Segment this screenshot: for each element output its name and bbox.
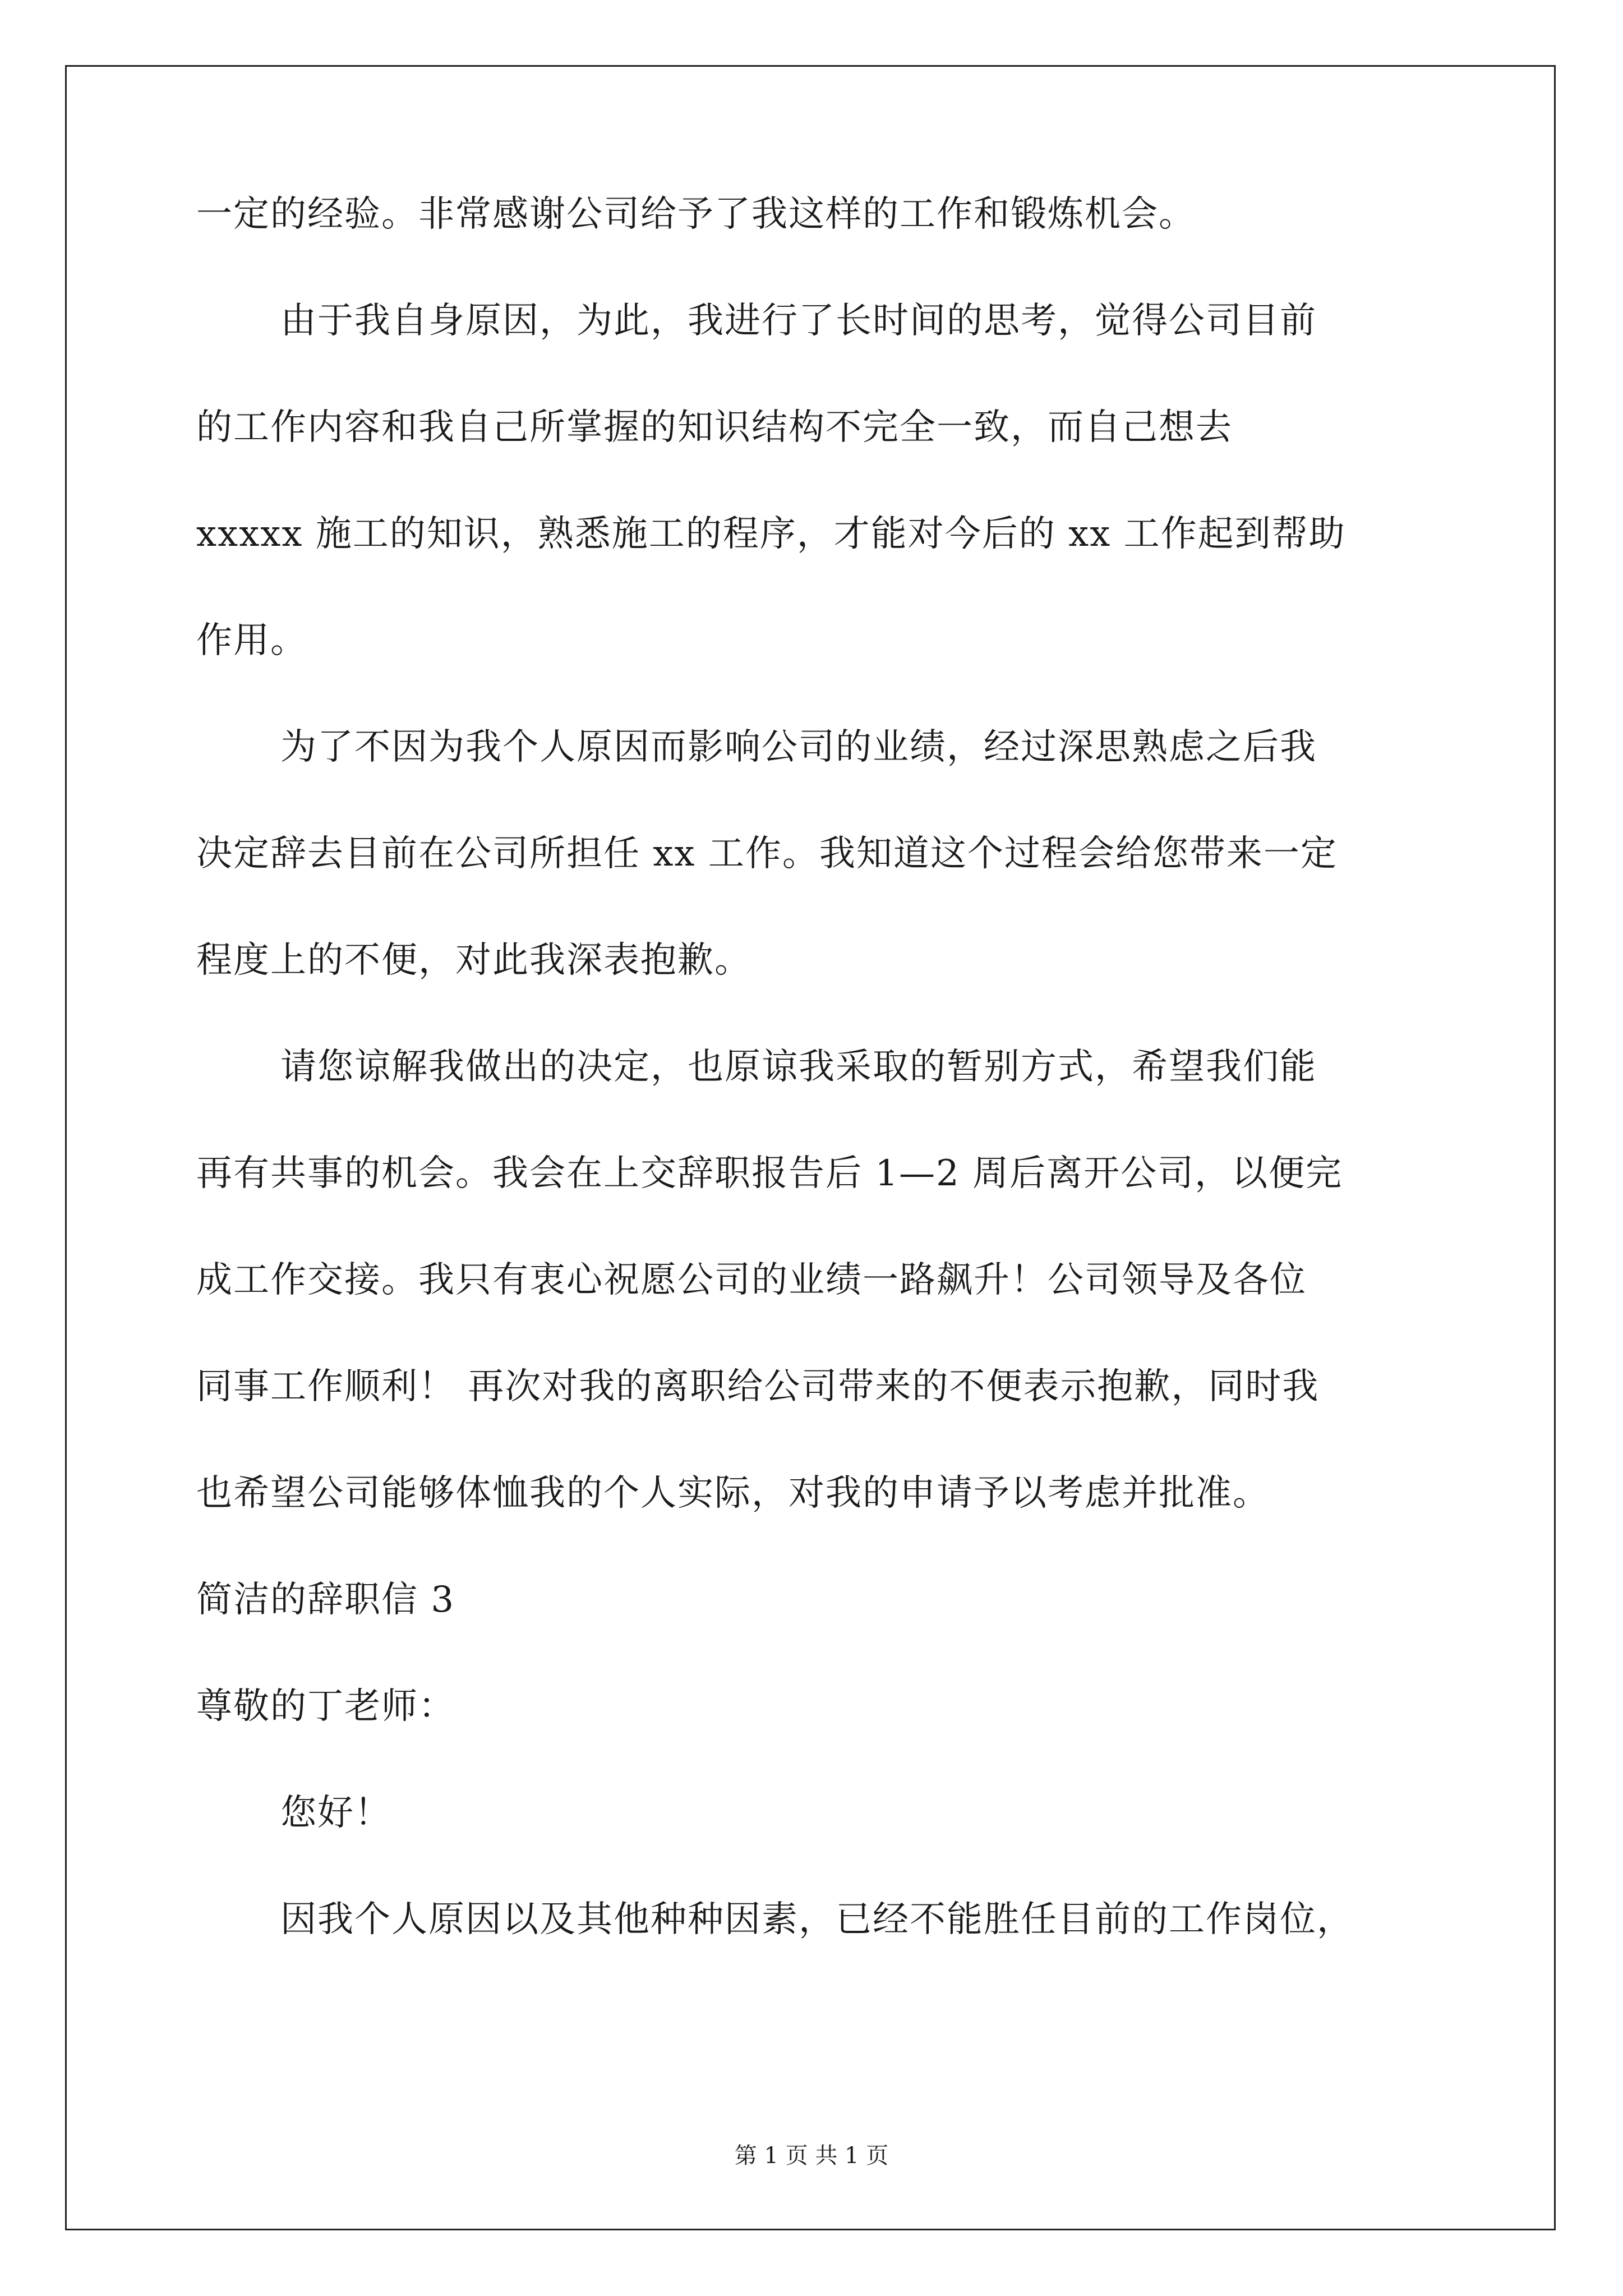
text-line: 再有共事的机会。我会在上交辞职报告后 1—2 周后离开公司，以便完 (196, 1153, 1343, 1194)
text-line: xxxxx 施工的知识，熟悉施工的程序，才能对今后的 xx 工作起到帮助 (196, 513, 1346, 555)
salutation: 尊敬的丁老师： (196, 1686, 455, 1727)
text-line: 程度上的不便，对此我深表抱歉。 (196, 940, 751, 981)
text-line: 成工作交接。我只有衷心祝愿公司的业绩一路飙升！公司领导及各位 (196, 1259, 1307, 1301)
paragraph-start-line: 为了不因为我个人原因而影响公司的业绩，经过深思熟虑之后我 (280, 726, 1317, 768)
section-heading: 简洁的辞职信 3 (196, 1579, 455, 1621)
paragraph-start-line: 由于我自身原因，为此，我进行了长时间的思考，觉得公司目前 (280, 300, 1317, 342)
text-line: 一定的经验。非常感谢公司给予了我这样的工作和锻炼机会。 (196, 194, 1196, 235)
paragraph-start-line: 因我个人原因以及其他种种因素，已经不能胜任目前的工作岗位， (280, 1899, 1354, 1940)
text-line: 作用。 (196, 620, 307, 661)
text-line: 的工作内容和我自己所掌握的知识结构不完全一致，而自己想去 (196, 407, 1233, 448)
text-line: 决定辞去目前在公司所担任 xx 工作。我知道这个过程会给您带来一定 (196, 833, 1338, 875)
text-line: 同事工作顺利！ 再次对我的离职给公司带来的不便表示抱歉，同时我 (196, 1366, 1320, 1407)
paragraph-start-line: 请您谅解我做出的决定，也原谅我采取的暂别方式，希望我们能 (280, 1046, 1317, 1088)
page-number-footer: 第 1 页 共 1 页 (734, 2143, 889, 2169)
greeting: 您好！ (280, 1792, 391, 1834)
text-line: 也希望公司能够体恤我的个人实际，对我的申请予以考虑并批准。 (196, 1473, 1270, 1514)
